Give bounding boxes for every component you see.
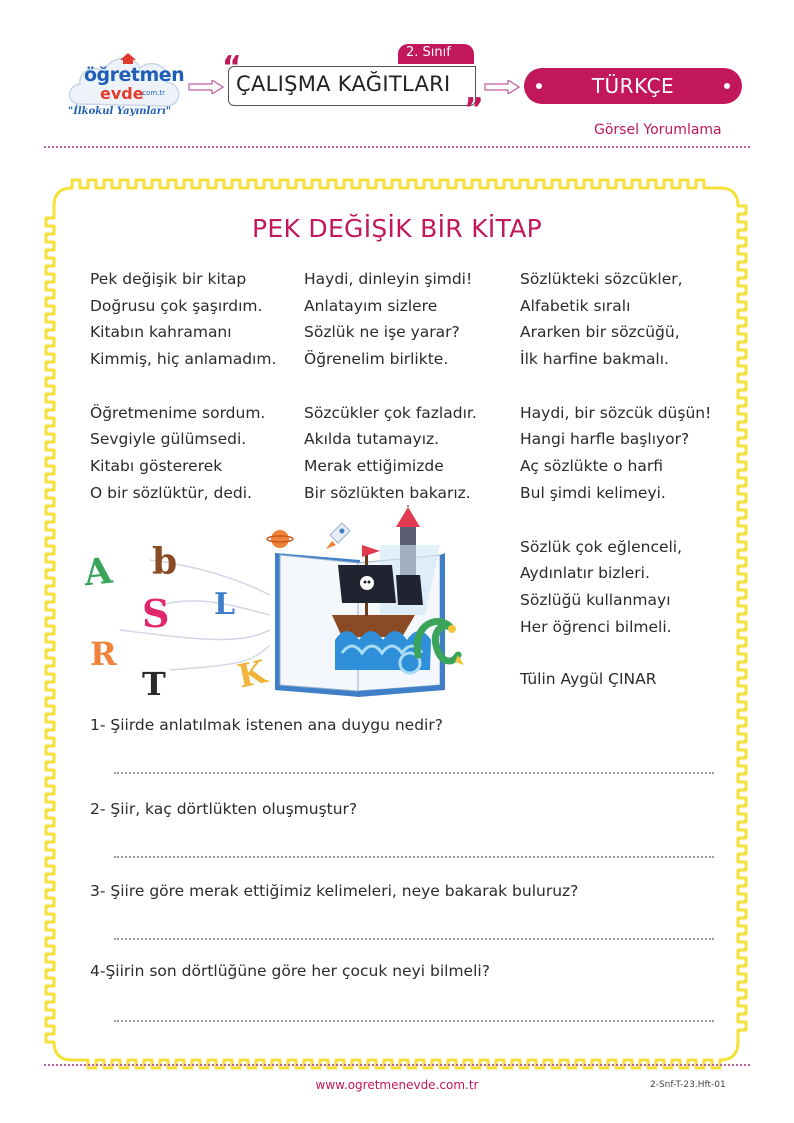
poem-column-2 (304, 266, 477, 507)
poem-line: Aydınlatır bizleri. (520, 564, 650, 583)
letter-t: T (142, 665, 166, 703)
poem-line: Haydi, dinleyin şimdi! (304, 270, 473, 288)
arrow-right-icon (484, 80, 520, 94)
poem-line: İlk harfine bakmalı. (520, 350, 669, 369)
dictionary-illustration (80, 505, 480, 705)
answer-line-1[interactable] (114, 772, 714, 774)
letter-k: K (234, 652, 270, 696)
footer-website[interactable]: www.ogretmenevde.com.tr (315, 1078, 479, 1092)
poem-line: Kitabın kahramanı (90, 323, 232, 342)
footer-divider (44, 1064, 750, 1066)
logo (62, 44, 190, 130)
opening-quote: “ (222, 50, 242, 85)
poem-line: Haydi, bir sözcük düşün! (520, 403, 712, 422)
poem-line: Anlatayım sizlere (304, 296, 438, 315)
poem-column-1 (90, 266, 276, 507)
poem-line: Bul şimdi kelimeyi. (520, 483, 666, 502)
poem-line: Doğrusu çok şaşırdım. (90, 296, 263, 315)
logo-tagline: "İlkokul Yayınları" (68, 106, 172, 117)
poem-line: Sözlük ne işe yarar? (304, 323, 460, 342)
question-4: 4-Şiirin son dörtlüğüne göre her çocuk neyi bilmeli? (90, 962, 490, 980)
poem-line: Sözlükteki sözcükler, (520, 270, 683, 288)
answer-line-4[interactable] (114, 1020, 714, 1022)
answer-line-2[interactable] (114, 856, 714, 858)
poem-line: Alfabetik sıralı (520, 296, 631, 315)
logo-sub: evde (100, 84, 144, 103)
subject-badge (524, 68, 742, 104)
question-3: 3- Şiire göre merak ettiğimiz kelimeleri, neye bakarak buluruz? (90, 882, 579, 900)
letter-a: A (81, 549, 115, 595)
letter-s: S (142, 591, 170, 636)
poem-line: O bir sözlüktür, dedi. (90, 483, 252, 502)
poem-author: Tülin Aygül ÇINAR (520, 670, 657, 688)
closing-quote: ” (464, 92, 484, 127)
arrow-right-icon (188, 80, 224, 94)
question-2: 2- Şiir, kaç dörtlükten oluşmuştur? (90, 800, 358, 818)
poem-column-3 (520, 266, 711, 640)
header-divider (44, 146, 750, 148)
topic-label: Görsel Yorumlama (594, 122, 722, 138)
poem-line: Akılda tutamayız. (304, 430, 440, 449)
answer-line-3[interactable] (114, 938, 714, 940)
footer-code: 2-Snf-T-23.Hft-01 (650, 1080, 726, 1090)
letter-b: b (152, 541, 178, 583)
subject-label: TÜRKÇE (591, 74, 675, 98)
letter-l: L (214, 587, 236, 622)
poem-line: Bir sözlükten bakarız. (304, 483, 471, 502)
poem-line: Öğretmenime sordum. (90, 403, 266, 422)
poem-line: Öğrenelim birlikte. (304, 350, 449, 369)
logo-domain: .com.tr (140, 89, 166, 97)
worksheet-title-box (222, 45, 484, 127)
poem-line: Sözlüğü kullanmayı (520, 590, 671, 609)
poem-line: Ararken bir sözcüğü, (520, 323, 680, 342)
letter-r: R (90, 635, 117, 673)
poem-line: Sevgiyle gülümsedi. (90, 430, 247, 449)
worksheet-title: ÇALIŞMA KAĞITLARI (236, 72, 451, 96)
poem-line: Her öğrenci bilmeli. (520, 617, 672, 636)
poem-line: Sözlük çok eğlenceli, (520, 537, 683, 556)
poem-line: Sözcükler çok fazladır. (304, 403, 477, 422)
poem-line: Kimmiş, hiç anlamadım. (90, 350, 277, 369)
poem-title: PEK DEĞİŞİK BİR KİTAP (251, 214, 542, 243)
logo-main: öğretmen (84, 64, 185, 86)
grade-label: 2. Sınıf (406, 45, 451, 60)
open-book-icon (80, 505, 480, 705)
question-1: 1- Şiirde anlatılmak istenen ana duygu nedir? (90, 716, 443, 734)
poem-line: Kitabı göstererek (90, 457, 223, 476)
poem-line: Pek değişik bir kitap (90, 270, 247, 288)
poem-line: Aç sözlükte o harfi (520, 457, 663, 476)
poem-line: Hangi harfle başlıyor? (520, 430, 690, 449)
poem-line: Merak ettiğimizde (304, 457, 444, 476)
